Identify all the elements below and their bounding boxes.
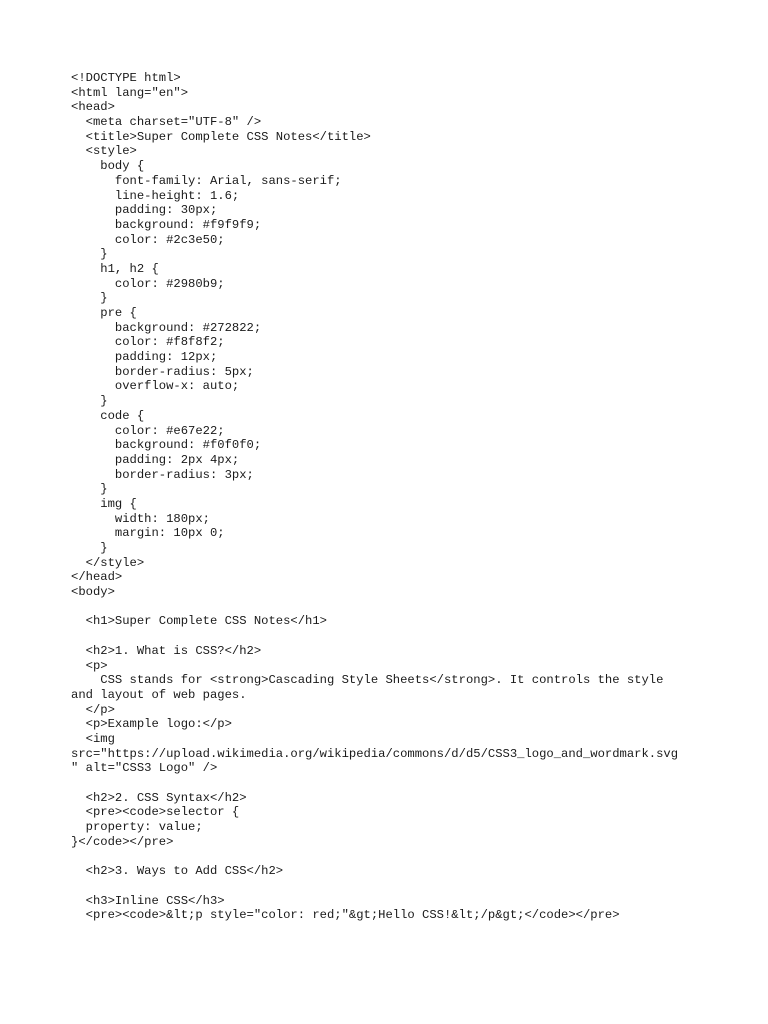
code-line: code { bbox=[71, 408, 145, 423]
code-listing bbox=[71, 71, 751, 923]
code-line: </p> bbox=[71, 702, 115, 717]
code-line: pre { bbox=[71, 306, 137, 320]
code-line: <head> bbox=[71, 100, 115, 115]
code-line: <h2>1. What is CSS?</h2> bbox=[71, 643, 262, 658]
code-line: background: #f0f0f0; bbox=[71, 438, 262, 453]
document-page bbox=[71, 71, 751, 923]
code-line: color: #2980b9; bbox=[71, 276, 225, 291]
code-line: <p> bbox=[71, 658, 108, 673]
code-line: <p>Example logo:</p> bbox=[71, 717, 232, 732]
code-line: border-radius: 5px; bbox=[71, 364, 254, 379]
code-line: }</code></pre> bbox=[71, 834, 174, 849]
code-line: src="https://upload.wikimedia.org/wikipedia/commons/d/d5/CSS3_logo_and_wordmark.svg bbox=[71, 746, 679, 761]
code-line: and layout of web pages. bbox=[71, 687, 247, 702]
code-line bbox=[71, 600, 751, 615]
code-line: color: #e67e22; bbox=[71, 423, 225, 438]
code-line: <body> bbox=[71, 585, 115, 600]
code-line: } bbox=[71, 247, 108, 262]
code-line: color: #2c3e50; bbox=[71, 232, 225, 247]
code-line: </style> bbox=[71, 555, 145, 570]
code-line bbox=[71, 849, 751, 864]
code-line: <img bbox=[71, 731, 115, 746]
code-line: property: value; bbox=[71, 820, 203, 835]
code-line: padding: 12px; bbox=[71, 350, 218, 365]
code-line: margin: 10px 0; bbox=[71, 526, 225, 541]
code-line: CSS stands for <strong>Cascading Style Sheets</strong>. It controls the style bbox=[71, 673, 664, 688]
code-line: <h2>2. CSS Syntax</h2> bbox=[71, 790, 247, 805]
code-line: body { bbox=[71, 159, 145, 174]
code-line: border-radius: 3px; bbox=[71, 467, 254, 482]
code-line: } bbox=[71, 291, 108, 306]
code-line: line-height: 1.6; bbox=[71, 188, 240, 203]
code-line: <style> bbox=[71, 144, 137, 159]
code-line: img { bbox=[71, 496, 137, 511]
code-line: h1, h2 { bbox=[71, 261, 159, 276]
code-line: color: #f8f8f2; bbox=[71, 335, 225, 350]
code-line: background: #f9f9f9; bbox=[71, 217, 262, 232]
code-line: } bbox=[71, 482, 108, 497]
code-line bbox=[71, 629, 751, 644]
code-line: <html lang="en"> bbox=[71, 85, 189, 100]
code-line: padding: 30px; bbox=[71, 203, 218, 218]
code-line bbox=[71, 879, 751, 894]
code-line: <meta charset="UTF-8" /> bbox=[71, 115, 262, 130]
code-line: <h1>Super Complete CSS Notes</h1> bbox=[71, 614, 327, 629]
code-line: } bbox=[71, 394, 108, 409]
code-line: width: 180px; bbox=[71, 511, 210, 526]
code-line: " alt="CSS3 Logo" /> bbox=[71, 761, 218, 776]
code-line: } bbox=[71, 541, 108, 555]
code-line: <title>Super Complete CSS Notes</title> bbox=[71, 129, 371, 144]
code-line: <h2>3. Ways to Add CSS</h2> bbox=[71, 864, 284, 879]
code-line: <!DOCTYPE html> bbox=[71, 71, 181, 85]
code-line: <pre><code>selector { bbox=[71, 805, 240, 820]
code-line: font-family: Arial, sans-serif; bbox=[71, 173, 342, 188]
code-line: overflow-x: auto; bbox=[71, 379, 240, 394]
code-line: </head> bbox=[71, 570, 123, 585]
code-line: <h3>Inline CSS</h3> bbox=[71, 893, 225, 908]
code-line: <pre><code>&lt;p style="color: red;"&gt;Hello CSS!&lt;/p&gt;</code></pre> bbox=[71, 908, 620, 923]
code-line: padding: 2px 4px; bbox=[71, 452, 240, 467]
code-line bbox=[71, 776, 751, 791]
code-line: background: #272822; bbox=[71, 320, 262, 335]
